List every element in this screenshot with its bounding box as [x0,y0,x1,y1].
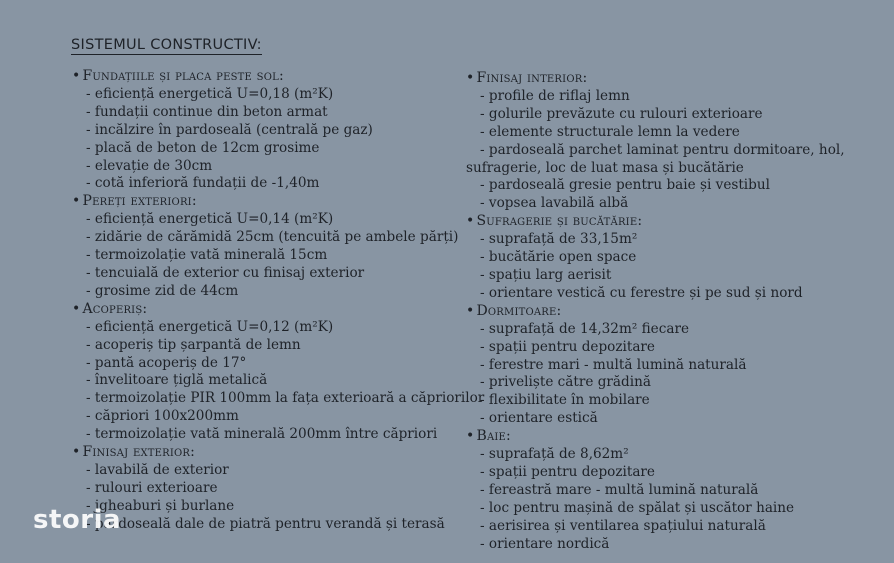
list-item: - fundații continue din beton armat [86,103,328,120]
section-title [72,444,462,462]
list-item: - pardoseală dale de piatră pentru verandă și terasă [86,515,445,532]
section-title-text: Finisaj interior: [476,70,588,86]
list-item: - placă de beton de 12cm grosime [86,139,320,156]
section-title [466,428,886,446]
list-item: - orientare estică [480,410,598,427]
section-title [72,193,462,211]
section-title [72,68,462,86]
section-title-text: Baie: [476,428,511,445]
list-item: - suprafață de 33,15m² [480,231,638,248]
bullet-icon: • [72,444,81,461]
list-item: - elevație de 30cm [86,157,213,174]
left-column [72,68,485,534]
section-title-text: Dormitoare: [476,302,562,319]
section-title-text: Pereți exteriori: [82,193,197,210]
section-title [72,301,462,319]
list-item: - incălzire în pardoseală (centrală pe gaz) [86,121,373,138]
list-item: - ferestre mari - multă lumină naturală [480,356,747,373]
list-item: - tencuială de exterior cu finisaj exterior [86,264,365,281]
section [466,428,886,553]
list-item: - acoperiș tip șarpantă de lemn [86,336,301,353]
list-item: - căpriori 100x200mm [86,408,239,425]
list-item: - spații pentru depozitare [480,338,655,355]
list-item: - golurile prevăzute cu rulouri exterioare [480,105,763,122]
section-title-text: Fundațiile și placa peste sol: [82,68,284,84]
section [72,68,462,193]
section [72,193,462,300]
section-title [466,303,886,321]
section-title-text: Finisaj exterior: [82,444,196,461]
bullet-icon: • [466,428,475,445]
list-item: - bucătărie open space [480,249,637,266]
section [466,70,886,213]
bullet-icon: • [466,70,475,86]
section [466,303,886,428]
list-item: - suprafață de 8,62m² [480,446,629,463]
list-item: - eficiență energetică U=0,18 (m²K) [86,85,334,102]
list-item: - pardoseală gresie pentru baie și vestibul [480,177,770,194]
list-item: - elemente structurale lemn la vedere [480,123,740,140]
section-title [466,213,886,231]
section [466,213,886,303]
section-title-text: Acoperiș: [82,300,148,317]
list-item: - eficiență energetică U=0,14 (m²K) [86,211,334,228]
list-item: - suprafață de 14,32m² fiecare [480,320,689,337]
list-item: - loc pentru mașină de spălat și uscător haine [480,499,795,516]
list-item: - termoizolație vată minerală 200mm între căpriori [86,426,438,443]
list-item: - vopsea lavabilă albă [480,195,629,212]
list-item: - cotă inferioră fundații de -1,40m [86,175,320,192]
section [72,300,485,444]
list-item: - pardoseală parchet laminat pentru dormitoare, hol, sufragerie, loc de luat masa și bucătărie [466,141,845,176]
list-item: - eficiență energetică U=0,12 (m²K) [86,318,334,335]
list-item: - aerisirea și ventilarea spațiului naturală [480,517,766,534]
list-item: - pantă acoperiș de 17° [86,354,247,371]
section-title-text: Sufragerie și bucătărie: [476,213,643,230]
bullet-icon: • [72,68,81,84]
right-column [466,70,886,553]
list-item: - spații pentru depozitare [480,463,655,480]
list-item: - grosime zid de 44cm [86,282,239,299]
bullet-icon: • [466,302,475,319]
bullet-icon: • [466,213,475,230]
list-item: - zidărie de cărămidă 25cm (tencuită pe ambele părți) [86,229,459,246]
section [72,444,462,534]
list-item: - rulouri exterioare [86,479,218,496]
list-item: - jgheaburi și burlane [86,497,235,514]
list-item: - termoizolație PIR 100mm la fața exterioară a căpriorilor [86,390,485,407]
list-item: - lavabilă de exterior [86,461,229,478]
list-item: - fereastră mare - multă lumină naturală [480,481,759,498]
list-item: - orientare vestică cu ferestre și pe sud și nord [480,284,803,301]
list-item: - spațiu larg aerisit [480,266,612,283]
list-item: - priveliște către grădină [480,374,651,391]
list-item: - profile de riflaj lemn [480,87,630,104]
bullet-icon: • [72,300,81,317]
section-title [466,70,886,88]
list-item: - învelitoare țiglă metalică [86,372,268,389]
bullet-icon: • [72,193,81,210]
list-item: - orientare nordică [480,535,610,552]
storia-logo: storia [33,505,122,535]
list-item: - termoizolație vată minerală 15cm [86,247,328,264]
list-item: - flexibilitate în mobilare [480,392,650,409]
page-heading: SISTEMUL CONSTRUCTIV: [71,37,262,53]
